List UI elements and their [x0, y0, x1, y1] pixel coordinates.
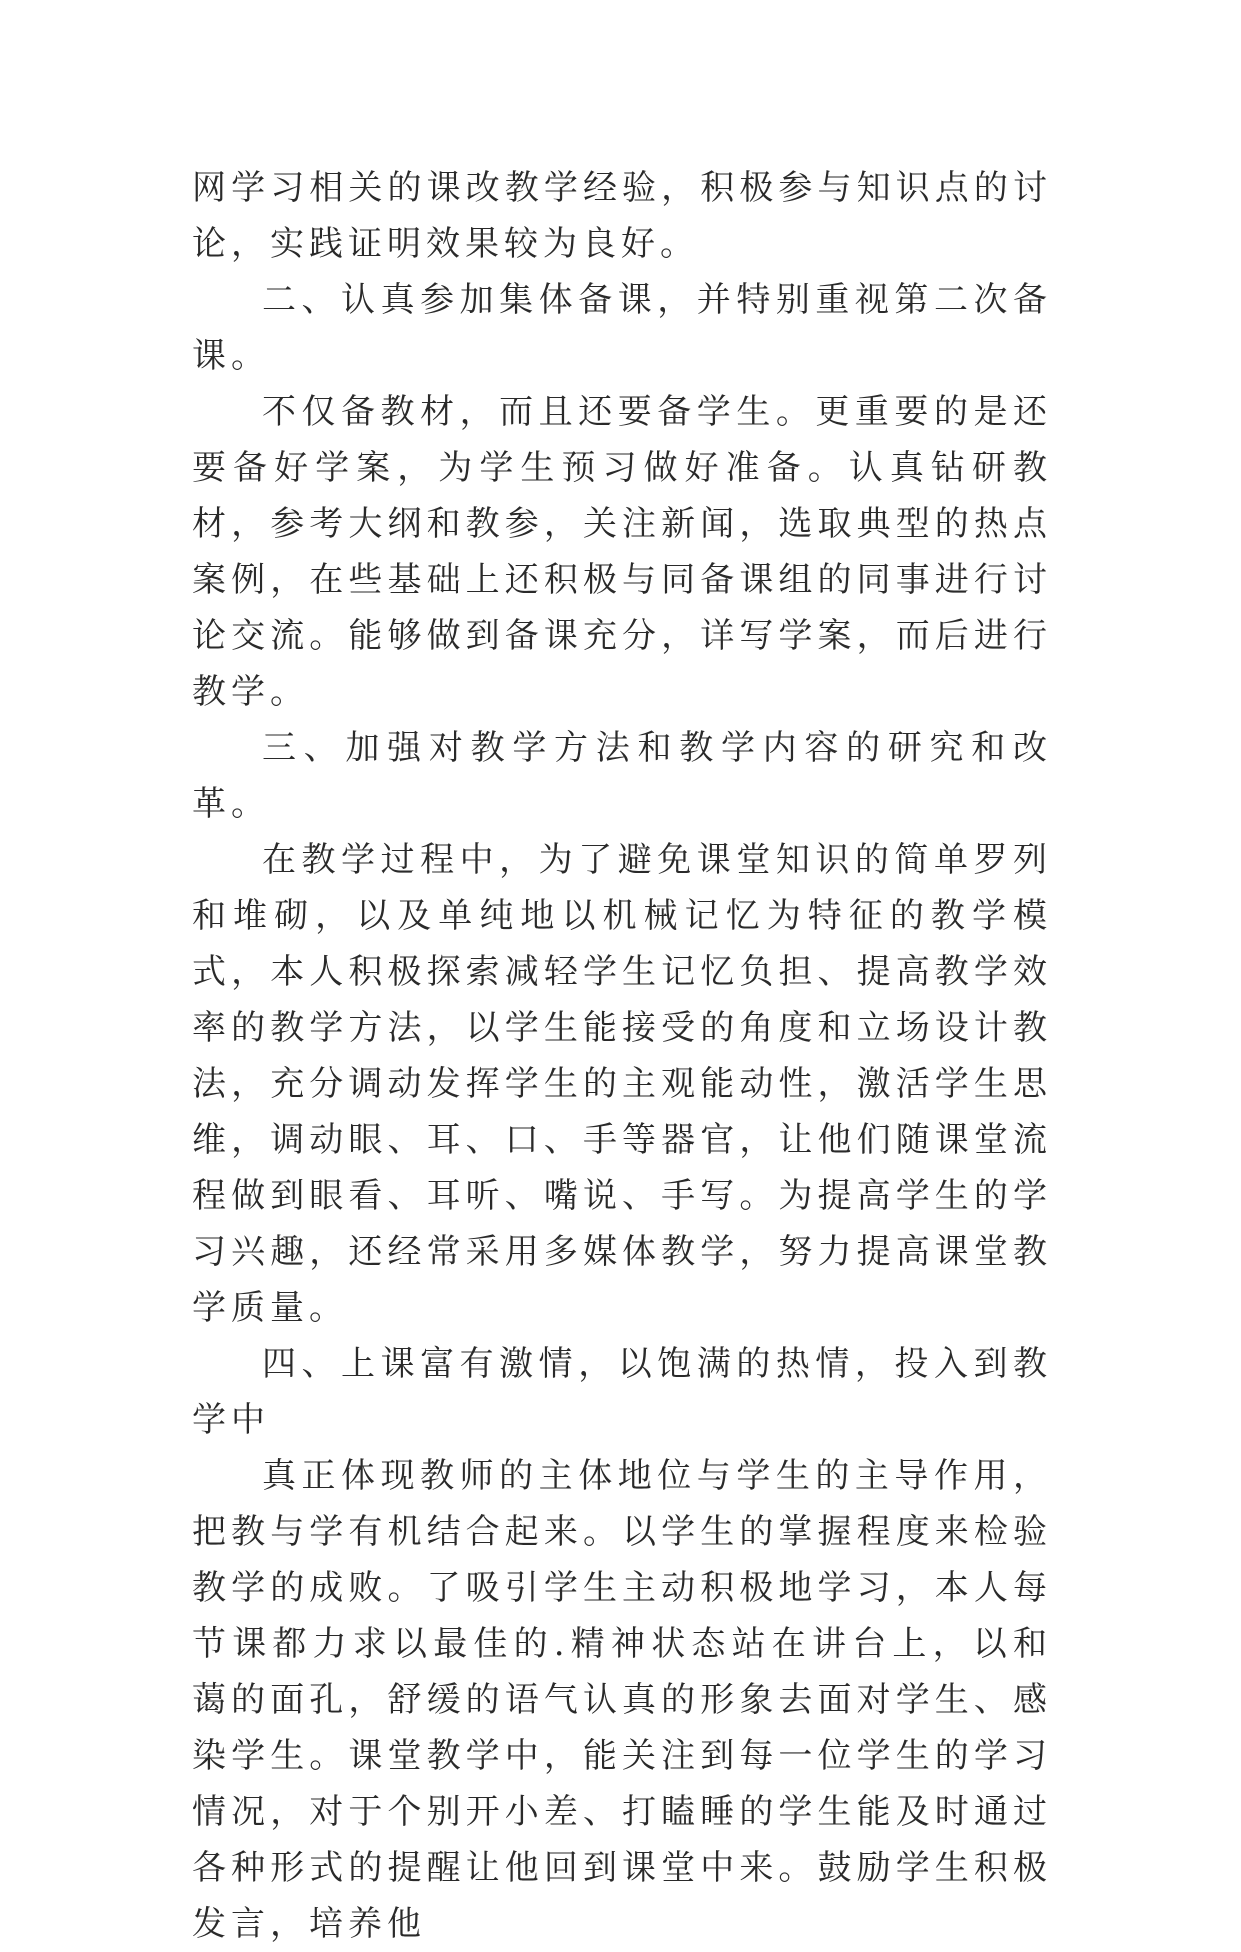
section-heading-4: 四、上课富有激情，以饱满的热情，投入到教学中: [192, 1344, 1052, 1440]
section-heading-2: 二、认真参加集体备课，并特别重视第二次备课。: [192, 280, 1052, 376]
section-heading-3: 三、加强对教学方法和教学内容的研究和改革。: [192, 728, 1052, 824]
paragraph-continuation: 网学习相关的课改教学经验，积极参与知识点的讨论，实践证明效果较为良好。: [192, 168, 1052, 264]
paragraph-teaching-methods: 在教学过程中，为了避免课堂知识的简单罗列和堆砌，以及单纯地以机械记忆为特征的教学模式，本人积极探索减轻学生记忆负担、提高教学效率的教学方法，以学生能接受的角度和立场设计教法，充分调动发挥学生的主观能动性，激活学生思维，调动眼、耳、口、手等器官，让他们随课堂流程做到眼看、耳听、嘴说、手写。为提高学生的学习兴趣，还经常采用多媒体教学，努力提高课堂教学质量。: [192, 840, 1052, 1328]
document-body: [192, 160, 1052, 1952]
paragraph-lesson-preparation: 不仅备教材，而且还要备学生。更重要的是还要备好学案，为学生预习做好准备。认真钻研教材，参考大纲和教参，关注新闻，选取典型的热点案例，在些基础上还积极与同备课组的同事进行讨论交流。能够做到备课充分，详写学案，而后进行教学。: [192, 392, 1052, 712]
paragraph-classroom-passion: 真正体现教师的主体地位与学生的主导作用，把教与学有机结合起来。以学生的掌握程度来检验教学的成败。了吸引学生主动积极地学习，本人每节课都力求以最佳的.精神状态站在讲台上，以和蔼的面孔，舒缓的语气认真的形象去面对学生、感染学生。课堂教学中，能关注到每一位学生的学习情况，对于个别开小差、打瞌睡的学生能及时通过各种形式的提醒让他回到课堂中来。鼓励学生积极发言，培养他: [192, 1456, 1052, 1944]
